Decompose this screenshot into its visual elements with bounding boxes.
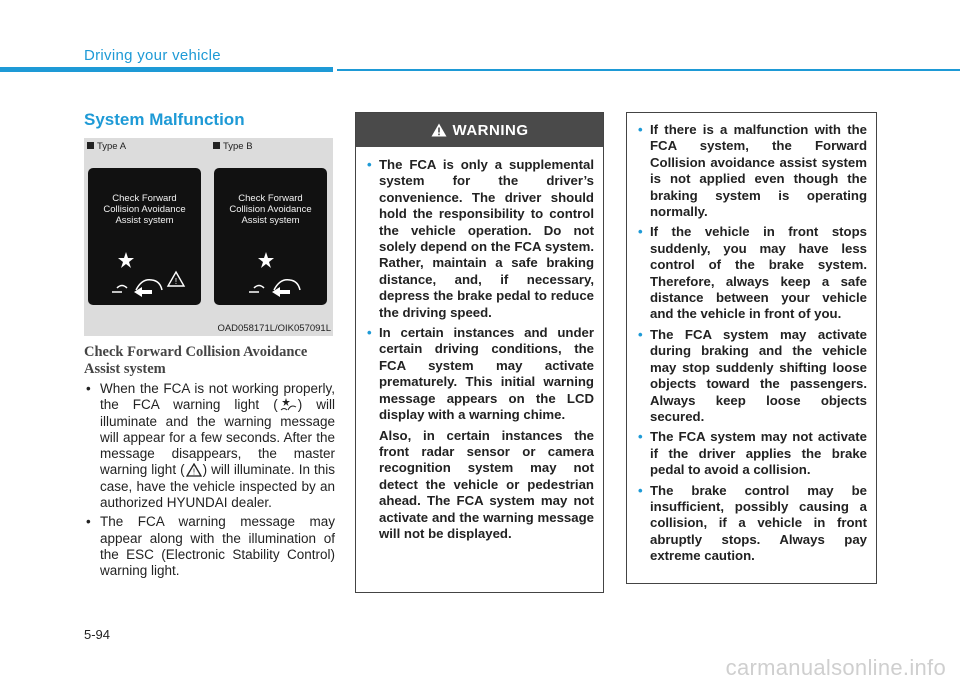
screen-message: Check Forward Collision Avoidance Assist system: [103, 193, 186, 226]
type-a-label: Type A: [87, 141, 126, 152]
watermark: carmanualsonline.info: [725, 655, 946, 680]
list-item: • In certain instances and under certain driving conditions, the FCA system may activate prematurely. This initial warning message appears on the LCD display with a warning chime. Also, in certain instances the front radar sensor or camera recognition system may not detect the vehicle or pedestrian ahead. The FCA system may not activate and the warning message will not be displayed.: [367, 325, 594, 542]
list-item: • The brake control may be insufficient, possibly causing a collision, if a vehicle in front abruptly stops. Always pay extreme caution.: [638, 483, 867, 565]
figure-code: OAD058171L/OIK057091L: [217, 323, 331, 334]
list-item: • If there is a malfunction with the FCA system, the Forward Collision avoidance assist system is not applied even though the braking system is operating normally.: [638, 122, 867, 220]
svg-text:!: !: [192, 467, 195, 477]
warning-triangle-icon: [431, 123, 447, 137]
header-rule: [337, 69, 960, 71]
list-item: • If the vehicle in front stops suddenly, you may have less control of the brake system. Therefore, always keep a safe distance between your vehicle and the vehicle in front of you.: [638, 224, 867, 322]
figure-panel: [84, 138, 333, 336]
list-item: • When the FCA is not working properly, the FCA warning light ( ) will illuminate and the warning message will appear for a few seconds. After the message disappears, the master warning light ( ! ) will illuminate. In this case, have the vehicle inspected by an authorized HYUNDAI dealer.: [84, 381, 335, 511]
cluster-screen-type-b: [214, 168, 327, 305]
warning-list: [367, 157, 594, 542]
square-bullet-icon: [87, 142, 94, 149]
header-bar: [0, 67, 333, 72]
warning-box: [355, 112, 604, 593]
page-number: 5-94: [84, 627, 111, 642]
section-title: System Malfunction: [84, 110, 245, 129]
square-bullet-icon: [213, 142, 220, 149]
warning-header: [356, 113, 603, 147]
type-b-label: Type B: [213, 141, 253, 152]
list-item: • The FCA system may activate during braking and the vehicle may stop suddenly shifting loose objects toward the passengers. Always keep loose objects secured.: [638, 327, 867, 425]
screen-message: Check Forward Collision Avoidance Assist system: [229, 193, 312, 226]
list-item: • The FCA system may not activate if the driver applies the brake pedal to avoid a collision.: [638, 429, 867, 478]
svg-text:!: !: [174, 277, 178, 286]
collision-warning-icon: [88, 238, 201, 298]
subheading: Check Forward Collision Avoidance Assist system: [84, 344, 308, 377]
cluster-screen-type-a: [88, 168, 201, 305]
body-list: [84, 381, 335, 583]
fca-warning-light-icon: [279, 397, 297, 412]
warning-heading: WARNING: [452, 121, 529, 139]
list-item: • The FCA warning message may appear along with the illumination of the ESC (Electronic Stability Control) warning light.: [84, 514, 335, 579]
header-title: Driving your vehicle: [84, 47, 221, 64]
master-warning-icon: [186, 463, 202, 477]
collision-warning-icon: [214, 238, 327, 298]
caution-list: [638, 122, 867, 565]
list-item: • The FCA is only a supplemental system for the driver’s convenience. The driver should hold the responsibility to control the vehicle operation. Do not solely depend on the FCA system. Rather, maintain a safe braking distance, and, if necessary, depress the brake pedal to reduce the driving speed.: [367, 157, 594, 321]
warning-paragraph: Also, in certain instances the front radar sensor or camera recognition system may not detect the vehicle or pedestrian ahead. The FCA system may not activate and the warning message will not be displayed.: [379, 427, 594, 541]
caution-box: [626, 112, 877, 584]
